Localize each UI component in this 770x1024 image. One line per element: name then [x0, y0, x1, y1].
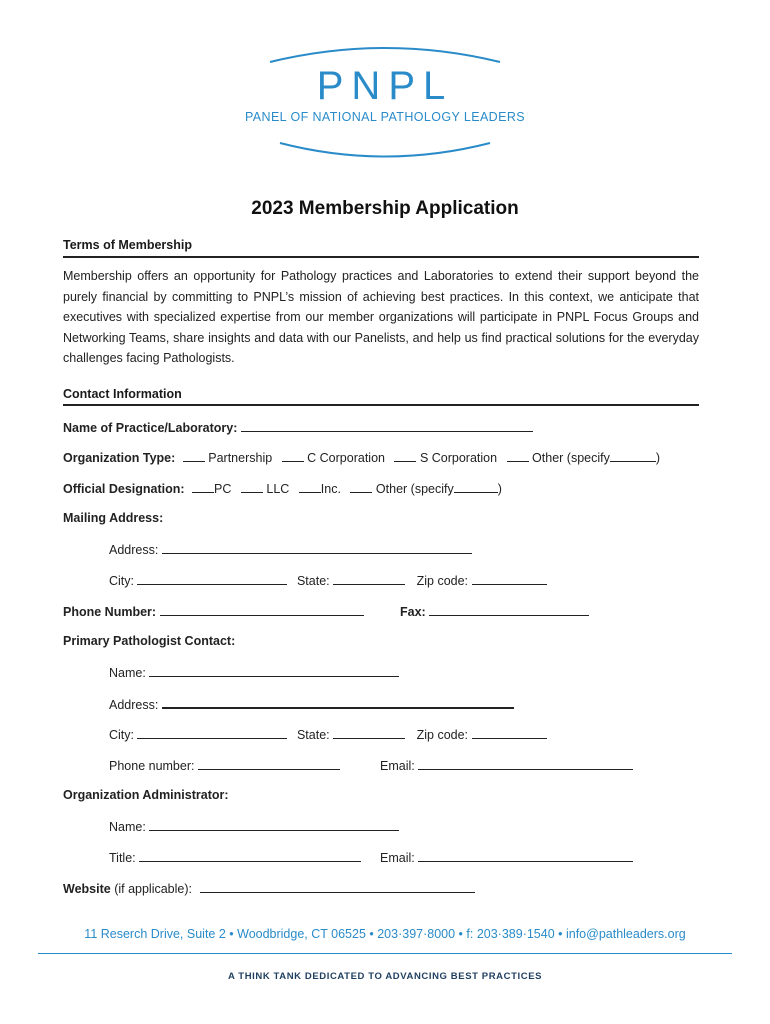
- pathologist-zip-label: Zip code:: [416, 728, 469, 742]
- document-title: 2023 Membership Application: [251, 198, 519, 219]
- designation-pc-blank[interactable]: [192, 480, 214, 493]
- admin-title-row: [109, 849, 361, 865]
- org-type-c-corp-blank[interactable]: [282, 449, 304, 462]
- contact-divider: [63, 404, 699, 406]
- phone-label: Phone Number:: [63, 605, 157, 619]
- fax-field[interactable]: [429, 603, 589, 616]
- org-type-other-blank[interactable]: [507, 449, 529, 462]
- terms-divider: [63, 256, 699, 258]
- admin-name-field[interactable]: [149, 818, 399, 831]
- mailing-zip-label: Zip code:: [416, 574, 469, 588]
- designation-other-field[interactable]: [454, 480, 498, 493]
- terms-heading: Terms of Membership: [63, 238, 192, 252]
- org-type-label: Organization Type:: [63, 451, 176, 465]
- designation-row: [63, 480, 502, 496]
- designation-label: Official Designation:: [63, 482, 185, 496]
- org-type-c-corp: C Corporation: [307, 451, 385, 465]
- designation-inc-blank[interactable]: [299, 480, 321, 493]
- org-type-row: [63, 449, 660, 465]
- org-type-partnership-blank[interactable]: [183, 449, 205, 462]
- footer-tagline: A THINK TANK DEDICATED TO ADVANCING BEST PRACTICES: [227, 971, 543, 982]
- pathologist-city-field[interactable]: [137, 726, 287, 739]
- mailing-city-label: City:: [109, 574, 134, 588]
- terms-body: Membership offers an opportunity for Pathology practices and Laboratories to extend their support beyond the purely financial by committing to PNPL’s mission of achieving best practices. In this context, we anticipate that executives with specialized expertise from our member organizations will participate in PNPL Focus Groups and Networking Teams, share insights and data with our Panelists, and help us find practical solutions for the everyday challenges facing Pathologists.: [63, 269, 699, 366]
- pathologist-address-row: [109, 695, 514, 712]
- designation-other: Other (specify: [375, 482, 454, 496]
- pathologist-state-field[interactable]: [333, 726, 405, 739]
- pathologist-name-row: [109, 664, 399, 680]
- org-type-other-close: ): [655, 451, 661, 465]
- org-type-partnership: Partnership: [208, 451, 273, 465]
- pathologist-phone-field[interactable]: [198, 757, 340, 770]
- mailing-state-label: State:: [296, 574, 330, 588]
- org-type-other: Other (specify: [532, 451, 610, 465]
- fax-label: Fax:: [400, 605, 426, 619]
- website-label: Website: [63, 882, 111, 896]
- pathologist-email-field[interactable]: [418, 757, 633, 770]
- pathologist-city-row: [109, 726, 547, 742]
- pathologist-name-label: Name:: [109, 666, 146, 680]
- admin-email-row: [380, 849, 633, 865]
- website-field[interactable]: [200, 880, 475, 893]
- designation-other-blank[interactable]: [350, 480, 372, 493]
- footer-divider: [38, 953, 732, 954]
- contact-heading: Contact Information: [63, 387, 182, 401]
- designation-other-close: ): [497, 482, 502, 496]
- admin-title-label: Title:: [109, 851, 136, 865]
- pathologist-phone-label: Phone number:: [109, 759, 195, 773]
- pathologist-name-field[interactable]: [149, 664, 399, 677]
- pathologist-label: Primary Pathologist Contact:: [63, 634, 236, 648]
- admin-name-row: [109, 818, 399, 834]
- website-note: (if applicable):: [114, 882, 193, 896]
- mailing-address-label: Address:: [109, 543, 159, 557]
- pathologist-zip-field[interactable]: [472, 726, 547, 739]
- org-type-s-corp-blank[interactable]: [394, 449, 416, 462]
- designation-llc: LLC: [266, 482, 290, 496]
- mailing-zip-field[interactable]: [472, 572, 547, 585]
- admin-label: Organization Administrator:: [63, 788, 229, 802]
- logo-title: PNPL: [316, 64, 454, 108]
- designation-llc-blank[interactable]: [241, 480, 263, 493]
- fax-row: [400, 603, 589, 619]
- logo: [230, 40, 540, 165]
- admin-email-label: Email:: [380, 851, 415, 865]
- pathologist-address-label: Address:: [109, 698, 159, 712]
- pathologist-email-row: [380, 757, 633, 773]
- footer-address: 11 Reserch Drive, Suite 2 • Woodbridge, CT 06525 • 203·397·8000 • f: 203·389·1540 • info@pathleaders.org: [84, 927, 686, 941]
- pathologist-city-label: City:: [109, 728, 134, 742]
- designation-inc: Inc.: [320, 482, 341, 496]
- phone-row: [63, 603, 364, 619]
- designation-pc: PC: [214, 482, 232, 496]
- mailing-state-field[interactable]: [333, 572, 405, 585]
- pathologist-phone-row: [109, 757, 340, 773]
- org-type-other-field[interactable]: [610, 449, 656, 462]
- mailing-address-field[interactable]: [162, 541, 472, 554]
- admin-title-field[interactable]: [139, 849, 361, 862]
- pathologist-state-label: State:: [296, 728, 330, 742]
- mailing-city-row: [109, 572, 547, 588]
- website-row: [63, 880, 475, 896]
- admin-email-field[interactable]: [418, 849, 633, 862]
- pathologist-address-field[interactable]: [162, 695, 514, 709]
- org-type-s-corp: S Corporation: [419, 451, 498, 465]
- mailing-label: Mailing Address:: [63, 511, 164, 525]
- admin-name-label: Name:: [109, 820, 146, 834]
- logo-subtitle: PANEL OF NATIONAL PATHOLOGY LEADERS: [244, 110, 526, 124]
- practice-row: [63, 419, 533, 435]
- pathologist-email-label: Email:: [380, 759, 415, 773]
- phone-field[interactable]: [160, 603, 364, 616]
- practice-label: Name of Practice/Laboratory:: [63, 421, 238, 435]
- practice-field[interactable]: [241, 419, 533, 432]
- mailing-city-field[interactable]: [137, 572, 287, 585]
- mailing-address-row: [109, 541, 472, 557]
